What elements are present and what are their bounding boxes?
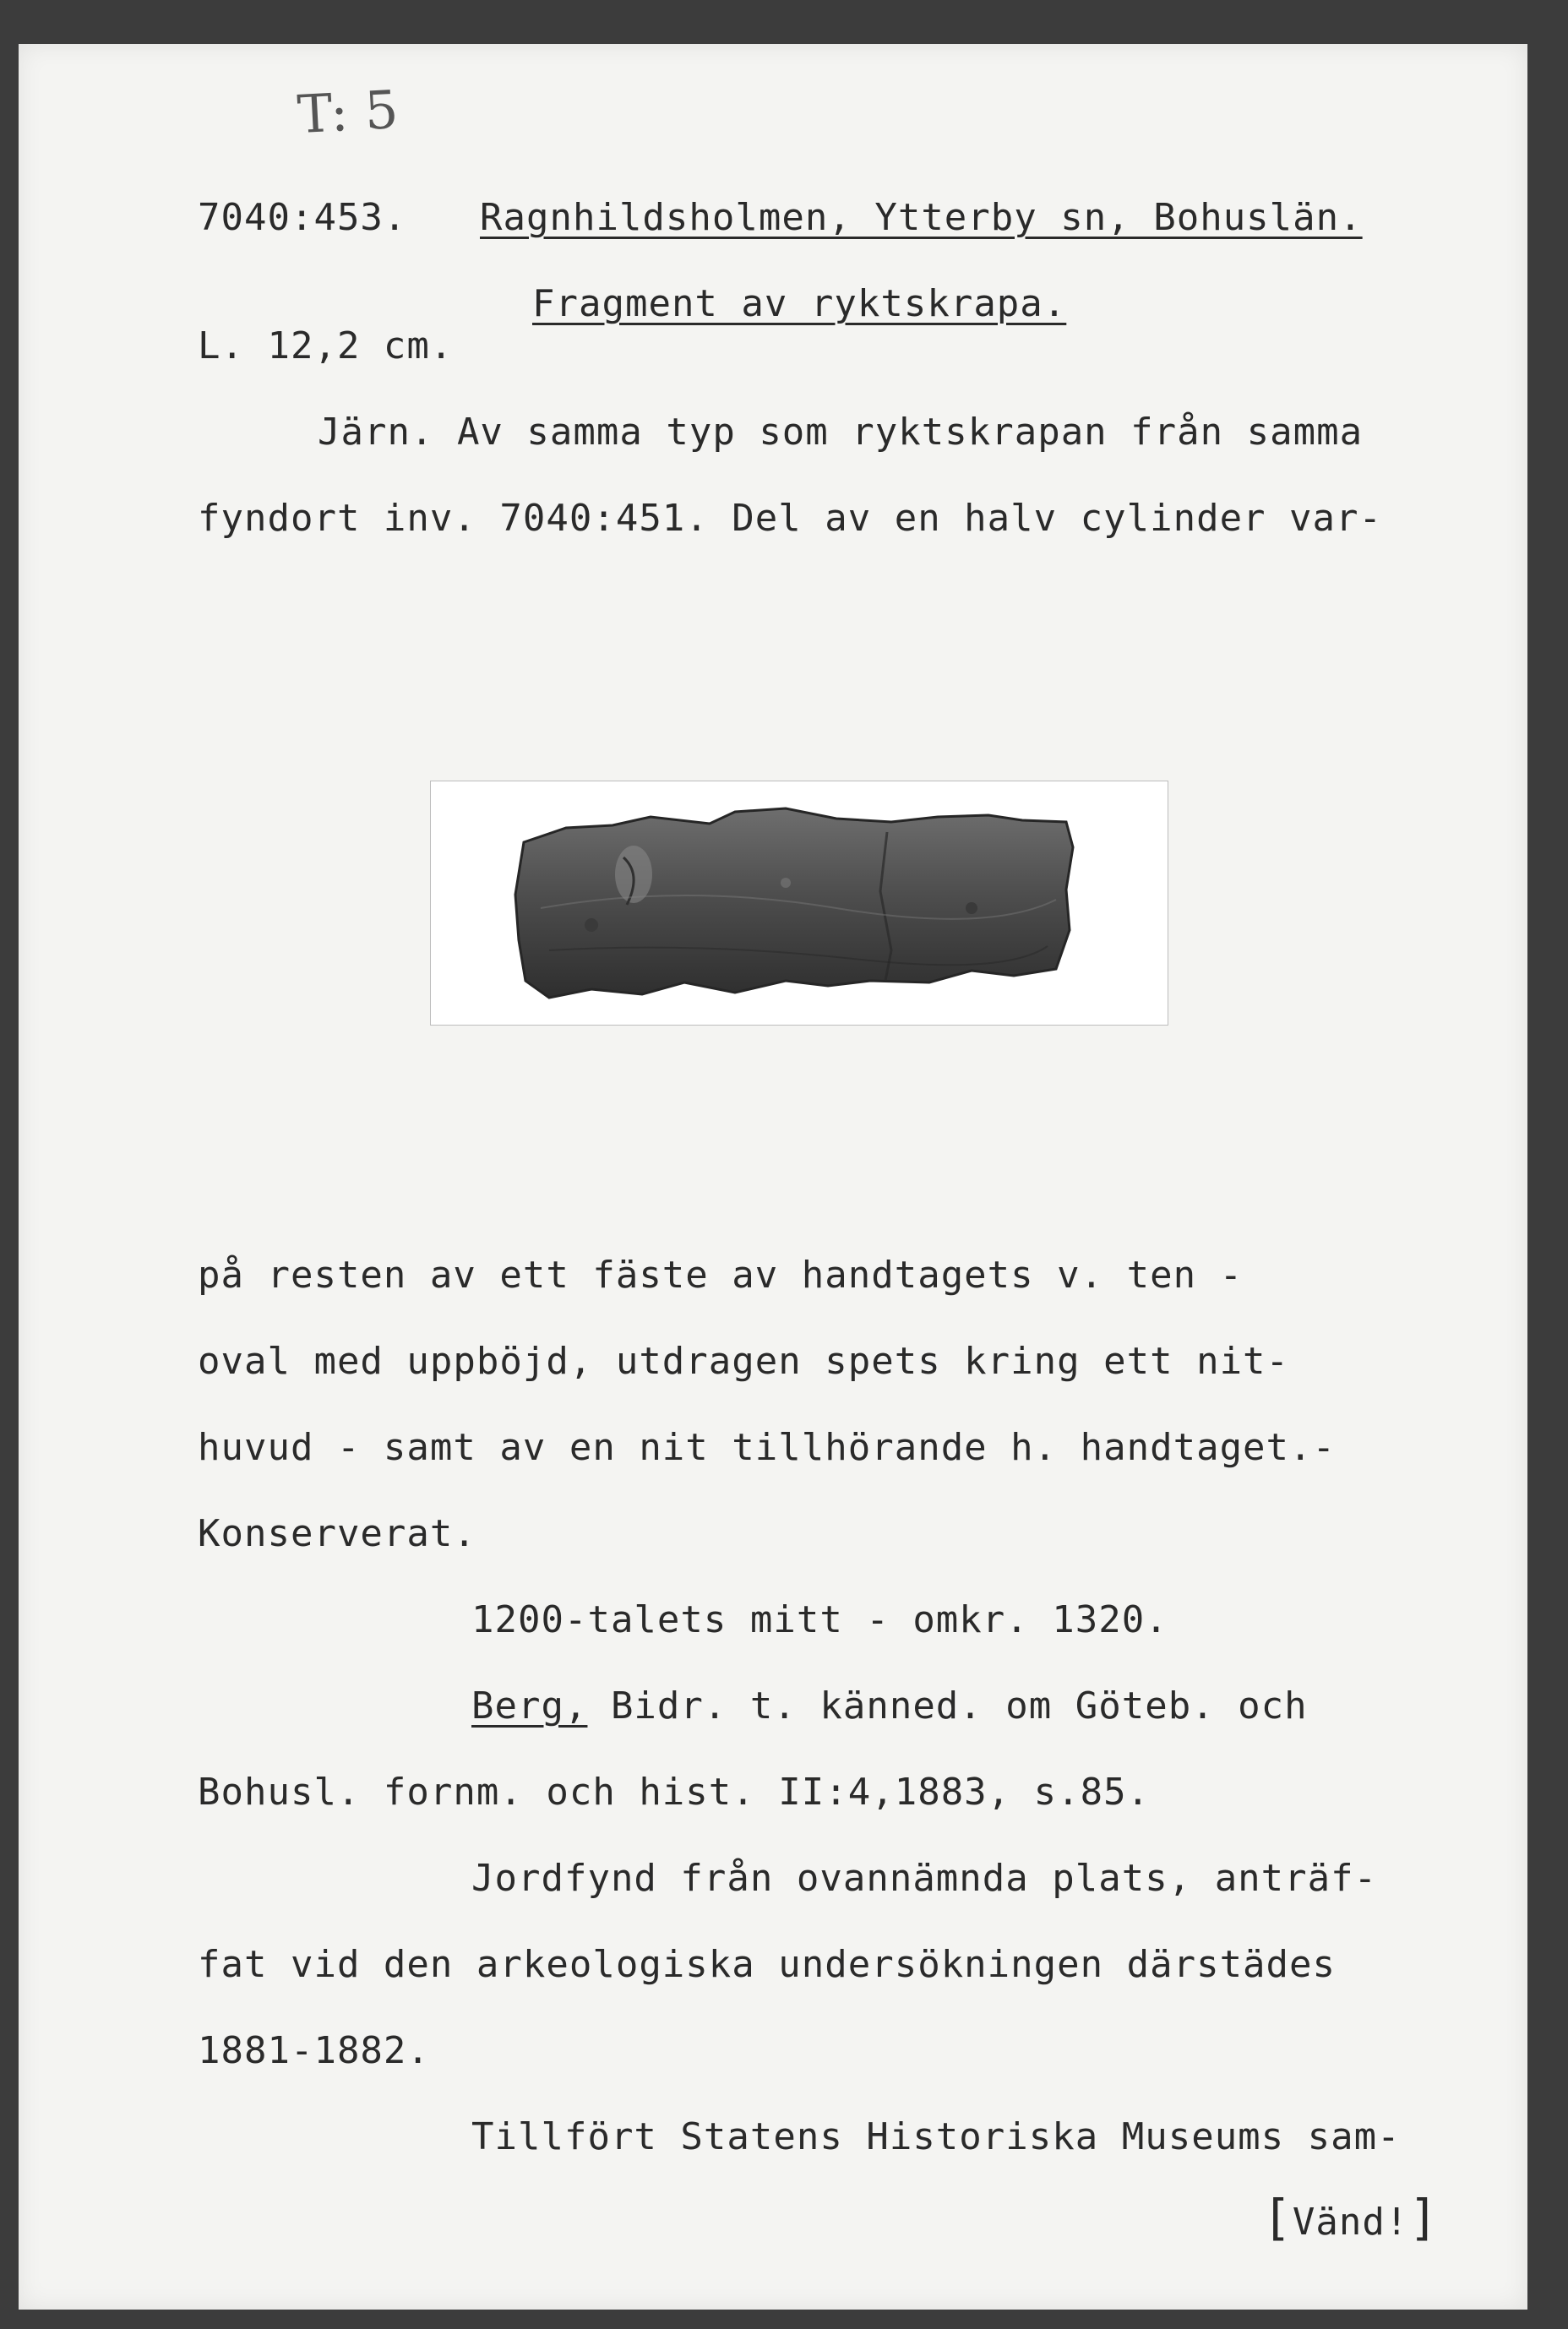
acquisition-note: Tillfört Statens Historiska Museums sam- [471, 2115, 1401, 2158]
description-line-1: Järn. Av samma typ som ryktskrapan från samma [318, 411, 1364, 454]
description-line-6: Konserverat. [198, 1512, 476, 1555]
find-location: Ragnhildsholmen, Ytterby sn, Bohuslän. [480, 196, 1363, 239]
reference-line-2: Bohusl. fornm. och hist. II:4,1883, s.85. [198, 1771, 1151, 1814]
reference-line-1 [471, 1684, 1308, 1728]
description-line-4: oval med uppböjd, utdragen spets kring ett nit- [198, 1340, 1290, 1383]
turn-over-note: [Vänd!] [1262, 2189, 1440, 2246]
artifact-photo [431, 781, 1168, 1025]
object-title: Fragment av ryktskrapa. [532, 282, 1067, 325]
find-circumstances-line-1: Jordfynd från ovannämnda plats, anträf- [471, 1857, 1378, 1900]
artifact-photo-frame [430, 781, 1168, 1026]
reference-author: Berg, [471, 1684, 588, 1728]
turn-over-text: Vänd! [1292, 2201, 1409, 2244]
dating: 1200-talets mitt - omkr. 1320. [471, 1598, 1168, 1641]
description-line-5: huvud - samt av en nit tillhörande h. handtaget.- [198, 1426, 1337, 1469]
reference-title: Bidr. t. känned. om Göteb. och [587, 1684, 1308, 1728]
find-circumstances-line-3: 1881-1882. [198, 2029, 430, 2072]
inventory-number: 7040:453. [198, 196, 407, 239]
handwritten-mark: T: 5 [296, 78, 400, 146]
object-length: L. 12,2 cm. [198, 324, 454, 367]
catalog-card [19, 44, 1527, 2310]
description-line-3: på resten av ett fäste av handtagets v. ten - [198, 1254, 1244, 1297]
find-circumstances-line-2: fat vid den arkeologiska undersökningen därstädes [198, 1943, 1337, 1986]
description-line-2: fyndort inv. 7040:451. Del av en halv cylinder var- [198, 497, 1383, 540]
